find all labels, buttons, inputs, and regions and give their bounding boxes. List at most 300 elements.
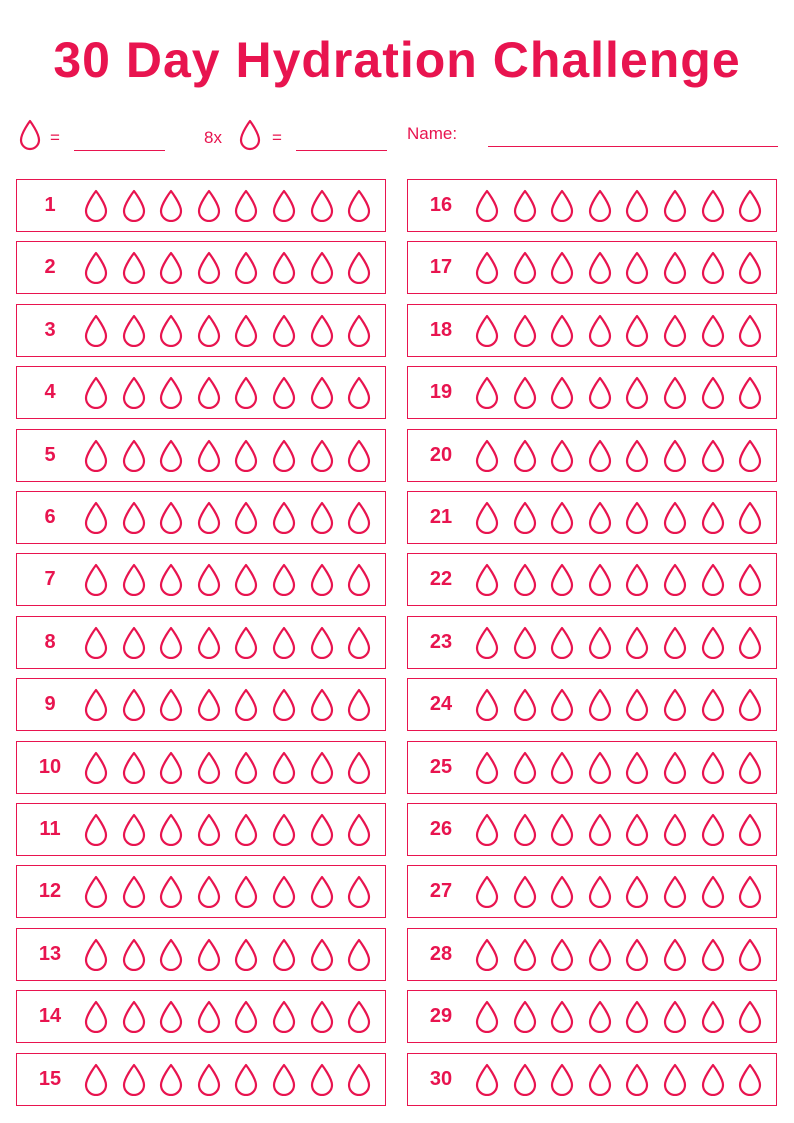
- water-drop-icon[interactable]: [121, 439, 147, 472]
- day-number: 14: [38, 1005, 62, 1028]
- water-drop-icon[interactable]: [624, 688, 650, 721]
- water-drop-icon[interactable]: [700, 938, 726, 971]
- day-row: [407, 179, 777, 232]
- water-drop-icon[interactable]: [233, 1000, 259, 1033]
- water-drop-icon[interactable]: [121, 189, 147, 222]
- water-drop-icon[interactable]: [83, 626, 109, 659]
- day-row: [16, 803, 386, 856]
- water-drop-icon[interactable]: [346, 751, 372, 784]
- water-drop-icon[interactable]: [662, 251, 688, 284]
- water-drop-icon[interactable]: [83, 563, 109, 596]
- water-drop-icon[interactable]: [233, 439, 259, 472]
- drop-tracker: [474, 626, 775, 659]
- water-drop-icon[interactable]: [346, 1063, 372, 1096]
- water-drop-icon[interactable]: [158, 875, 184, 908]
- water-drop-icon[interactable]: [474, 189, 500, 222]
- drop-tracker: [83, 563, 384, 596]
- water-drop-icon[interactable]: [83, 688, 109, 721]
- water-drop-icon[interactable]: [512, 1000, 538, 1033]
- water-drop-icon[interactable]: [587, 688, 613, 721]
- name-field[interactable]: [488, 146, 778, 147]
- water-drop-icon[interactable]: [271, 439, 297, 472]
- drop-tracker: [474, 1063, 775, 1096]
- water-drop-icon[interactable]: [158, 251, 184, 284]
- water-drop-icon[interactable]: [512, 751, 538, 784]
- water-drop-icon[interactable]: [158, 688, 184, 721]
- daily-total-field[interactable]: [296, 150, 387, 151]
- water-drop-icon[interactable]: [121, 1063, 147, 1096]
- water-drop-icon[interactable]: [474, 314, 500, 347]
- water-drop-icon[interactable]: [233, 314, 259, 347]
- water-drop-icon[interactable]: [271, 751, 297, 784]
- water-drop-icon[interactable]: [233, 813, 259, 846]
- water-drop-icon[interactable]: [474, 875, 500, 908]
- water-drop-icon[interactable]: [474, 439, 500, 472]
- water-drop-icon[interactable]: [587, 1000, 613, 1033]
- water-drop-icon[interactable]: [587, 626, 613, 659]
- water-drop-icon[interactable]: [624, 251, 650, 284]
- water-drop-icon[interactable]: [474, 1000, 500, 1033]
- water-drop-icon[interactable]: [83, 813, 109, 846]
- water-drop-icon[interactable]: [121, 813, 147, 846]
- water-drop-icon[interactable]: [121, 376, 147, 409]
- water-drop-icon[interactable]: [271, 626, 297, 659]
- water-drop-icon[interactable]: [346, 626, 372, 659]
- day-row: [16, 616, 386, 669]
- water-drop-icon[interactable]: [474, 563, 500, 596]
- water-drop-icon[interactable]: [121, 875, 147, 908]
- water-drop-icon[interactable]: [271, 875, 297, 908]
- day-number: 13: [38, 942, 62, 965]
- water-drop-icon[interactable]: [512, 563, 538, 596]
- water-drop-icon[interactable]: [158, 314, 184, 347]
- water-drop-icon[interactable]: [700, 314, 726, 347]
- water-drop-icon[interactable]: [474, 251, 500, 284]
- water-drop-icon[interactable]: [346, 875, 372, 908]
- day-number: 9: [44, 693, 56, 716]
- water-drop-icon[interactable]: [309, 626, 335, 659]
- water-drop-icon[interactable]: [737, 875, 763, 908]
- water-drop-icon[interactable]: [662, 1000, 688, 1033]
- water-drop-icon[interactable]: [83, 189, 109, 222]
- day-number: 27: [429, 880, 453, 903]
- water-drop-icon[interactable]: [737, 189, 763, 222]
- water-drop-icon[interactable]: [271, 938, 297, 971]
- water-drop-icon[interactable]: [233, 1063, 259, 1096]
- water-drop-icon[interactable]: [196, 938, 222, 971]
- water-drop-icon[interactable]: [624, 813, 650, 846]
- water-drop-icon[interactable]: [346, 376, 372, 409]
- water-drop-icon[interactable]: [196, 501, 222, 534]
- water-drop-icon[interactable]: [196, 189, 222, 222]
- day-row: [407, 678, 777, 731]
- water-drop-icon[interactable]: [549, 626, 575, 659]
- water-drop-icon[interactable]: [662, 875, 688, 908]
- water-drop-icon[interactable]: [121, 938, 147, 971]
- water-drop-icon[interactable]: [700, 251, 726, 284]
- water-drop-icon[interactable]: [624, 1063, 650, 1096]
- water-drop-icon[interactable]: [83, 1063, 109, 1096]
- drop-tracker: [474, 751, 775, 784]
- water-drop-icon[interactable]: [233, 938, 259, 971]
- water-drop-icon[interactable]: [158, 813, 184, 846]
- water-drop-icon[interactable]: [512, 251, 538, 284]
- water-drop-icon[interactable]: [346, 501, 372, 534]
- day-row: [16, 865, 386, 918]
- water-drop-icon[interactable]: [512, 626, 538, 659]
- water-drop-icon[interactable]: [512, 688, 538, 721]
- water-drop-icon[interactable]: [233, 501, 259, 534]
- water-drop-icon[interactable]: [309, 251, 335, 284]
- water-drop-icon[interactable]: [587, 376, 613, 409]
- water-drop-icon[interactable]: [587, 1063, 613, 1096]
- water-drop-icon[interactable]: [662, 563, 688, 596]
- water-drop-icon[interactable]: [624, 875, 650, 908]
- water-drop-icon[interactable]: [196, 251, 222, 284]
- water-drop-icon[interactable]: [700, 563, 726, 596]
- water-drop-icon[interactable]: [474, 813, 500, 846]
- water-drop-icon[interactable]: [83, 1000, 109, 1033]
- water-drop-icon[interactable]: [158, 376, 184, 409]
- water-drop-icon[interactable]: [737, 439, 763, 472]
- water-drop-icon[interactable]: [474, 688, 500, 721]
- water-drop-icon[interactable]: [512, 314, 538, 347]
- day-row: [16, 241, 386, 294]
- water-drop-icon[interactable]: [662, 1063, 688, 1096]
- water-drop-icon[interactable]: [233, 688, 259, 721]
- water-drop-icon[interactable]: [512, 439, 538, 472]
- water-drop-icon[interactable]: [309, 563, 335, 596]
- drop-tracker: [83, 1063, 384, 1096]
- water-drop-icon[interactable]: [737, 938, 763, 971]
- water-drop-icon[interactable]: [512, 376, 538, 409]
- water-drop-icon[interactable]: [549, 1000, 575, 1033]
- water-drop-icon[interactable]: [662, 189, 688, 222]
- water-drop-icon[interactable]: [549, 938, 575, 971]
- water-drop-icon[interactable]: [587, 439, 613, 472]
- water-drop-icon[interactable]: [196, 751, 222, 784]
- drop-tracker: [474, 813, 775, 846]
- water-drop-icon[interactable]: [309, 688, 335, 721]
- water-drop-icon[interactable]: [121, 751, 147, 784]
- water-drop-icon[interactable]: [158, 189, 184, 222]
- water-drop-icon[interactable]: [196, 314, 222, 347]
- drop-tracker: [83, 501, 384, 534]
- day-row: [16, 1053, 386, 1106]
- day-number: 10: [38, 755, 62, 778]
- day-number: 11: [39, 818, 61, 840]
- water-drop-icon[interactable]: [662, 751, 688, 784]
- water-drop-icon[interactable]: [158, 1063, 184, 1096]
- day-number: 19: [429, 381, 453, 404]
- water-drop-icon[interactable]: [309, 376, 335, 409]
- drop-tracker: [474, 938, 775, 971]
- drop-tracker: [83, 938, 384, 971]
- water-drop-icon[interactable]: [474, 376, 500, 409]
- water-drop-icon[interactable]: [271, 376, 297, 409]
- water-drop-icon[interactable]: [196, 1063, 222, 1096]
- water-drop-icon[interactable]: [158, 626, 184, 659]
- day-number: 17: [429, 256, 453, 279]
- drop-tracker: [83, 314, 384, 347]
- water-drop-icon[interactable]: [549, 439, 575, 472]
- water-drop-icon[interactable]: [549, 376, 575, 409]
- water-drop-icon[interactable]: [474, 751, 500, 784]
- water-drop-icon[interactable]: [474, 626, 500, 659]
- water-drop-icon[interactable]: [662, 314, 688, 347]
- day-number: 1: [44, 194, 56, 216]
- water-drop-icon[interactable]: [662, 626, 688, 659]
- water-drop-icon[interactable]: [737, 1063, 763, 1096]
- water-drop-icon[interactable]: [624, 751, 650, 784]
- water-drop-icon[interactable]: [662, 688, 688, 721]
- water-drop-icon[interactable]: [271, 501, 297, 534]
- water-drop-icon[interactable]: [346, 189, 372, 222]
- water-drop-icon[interactable]: [662, 501, 688, 534]
- day-number: 16: [429, 194, 453, 216]
- water-drop-icon[interactable]: [737, 314, 763, 347]
- water-drop-icon[interactable]: [271, 688, 297, 721]
- water-drop-icon[interactable]: [121, 314, 147, 347]
- water-drop-icon[interactable]: [587, 938, 613, 971]
- water-drop-icon[interactable]: [549, 1063, 575, 1096]
- day-number: 22: [429, 568, 453, 591]
- water-drop-icon[interactable]: [309, 314, 335, 347]
- water-drop-icon[interactable]: [121, 501, 147, 534]
- water-drop-icon[interactable]: [700, 1000, 726, 1033]
- water-drop-icon[interactable]: [196, 626, 222, 659]
- water-drop-icon[interactable]: [700, 688, 726, 721]
- drop-tracker: [474, 563, 775, 596]
- water-drop-icon[interactable]: [158, 439, 184, 472]
- water-drop-icon[interactable]: [662, 439, 688, 472]
- water-drop-icon[interactable]: [346, 563, 372, 596]
- water-drop-icon[interactable]: [309, 813, 335, 846]
- water-drop-icon[interactable]: [309, 501, 335, 534]
- water-drop-icon[interactable]: [512, 875, 538, 908]
- drop-tracker: [474, 251, 775, 284]
- water-drop-icon[interactable]: [271, 813, 297, 846]
- water-drop-icon[interactable]: [474, 938, 500, 971]
- water-drop-icon[interactable]: [346, 251, 372, 284]
- water-drop-icon[interactable]: [474, 501, 500, 534]
- water-drop-icon[interactable]: [158, 938, 184, 971]
- water-drop-icon[interactable]: [549, 688, 575, 721]
- day-number: 3: [44, 318, 56, 341]
- water-drop-icon[interactable]: [121, 688, 147, 721]
- day-number: 5: [44, 443, 56, 466]
- water-drop-icon[interactable]: [309, 439, 335, 472]
- water-drop-icon[interactable]: [737, 626, 763, 659]
- water-drop-icon[interactable]: [83, 938, 109, 971]
- water-drop-icon[interactable]: [587, 314, 613, 347]
- day-number: 6: [44, 506, 56, 528]
- water-drop-icon[interactable]: [737, 376, 763, 409]
- water-drop-icon[interactable]: [549, 875, 575, 908]
- water-drop-icon[interactable]: [737, 501, 763, 534]
- water-drop-icon[interactable]: [121, 1000, 147, 1033]
- water-drop-icon[interactable]: [196, 875, 222, 908]
- water-drop-icon[interactable]: [549, 813, 575, 846]
- water-drop-icon[interactable]: [346, 688, 372, 721]
- water-drop-icon[interactable]: [346, 813, 372, 846]
- water-drop-icon[interactable]: [271, 1063, 297, 1096]
- water-drop-icon[interactable]: [624, 1000, 650, 1033]
- water-drop-icon[interactable]: [662, 938, 688, 971]
- water-drop-icon[interactable]: [346, 439, 372, 472]
- water-drop-icon[interactable]: [700, 376, 726, 409]
- water-drop-icon[interactable]: [309, 938, 335, 971]
- water-drop-icon[interactable]: [700, 189, 726, 222]
- water-drop-icon[interactable]: [737, 688, 763, 721]
- water-drop-icon[interactable]: [346, 314, 372, 347]
- water-drop-icon[interactable]: [662, 813, 688, 846]
- water-drop-icon[interactable]: [549, 251, 575, 284]
- water-drop-icon[interactable]: [271, 1000, 297, 1033]
- day-row: [407, 366, 777, 419]
- water-drop-icon[interactable]: [271, 251, 297, 284]
- water-drop-icon[interactable]: [587, 189, 613, 222]
- water-drop-icon[interactable]: [624, 376, 650, 409]
- legend-equals: =: [50, 128, 60, 147]
- day-number: 24: [429, 693, 453, 716]
- water-drop-icon[interactable]: [158, 563, 184, 596]
- water-drop-icon[interactable]: [233, 751, 259, 784]
- water-drop-icon[interactable]: [737, 1000, 763, 1033]
- water-drop-icon[interactable]: [196, 439, 222, 472]
- water-drop-icon[interactable]: [737, 751, 763, 784]
- water-drop-icon[interactable]: [700, 501, 726, 534]
- water-drop-icon[interactable]: [624, 938, 650, 971]
- water-drop-icon[interactable]: [512, 1063, 538, 1096]
- water-drop-icon[interactable]: [309, 189, 335, 222]
- water-drop-icon[interactable]: [662, 376, 688, 409]
- water-drop-icon[interactable]: [549, 189, 575, 222]
- water-drop-icon: [238, 119, 262, 156]
- water-drop-icon[interactable]: [121, 563, 147, 596]
- day-number: 29: [429, 1005, 453, 1028]
- water-drop-icon[interactable]: [83, 751, 109, 784]
- day-row: [16, 491, 386, 544]
- water-drop-icon[interactable]: [121, 251, 147, 284]
- water-drop-icon[interactable]: [233, 626, 259, 659]
- water-drop-icon[interactable]: [196, 1000, 222, 1033]
- water-drop-icon[interactable]: [587, 501, 613, 534]
- water-drop-icon[interactable]: [587, 751, 613, 784]
- drop-tracker: [83, 189, 384, 222]
- water-drop-icon[interactable]: [158, 1000, 184, 1033]
- water-drop-icon[interactable]: [624, 563, 650, 596]
- water-drop-icon[interactable]: [624, 501, 650, 534]
- drop-tracker: [474, 439, 775, 472]
- day-row: [16, 429, 386, 482]
- water-drop-icon[interactable]: [512, 189, 538, 222]
- day-number: 28: [429, 942, 453, 965]
- water-drop-icon[interactable]: [233, 563, 259, 596]
- water-drop-icon[interactable]: [83, 376, 109, 409]
- drop-tracker: [83, 1000, 384, 1033]
- water-drop-icon[interactable]: [158, 751, 184, 784]
- water-drop-icon[interactable]: [624, 439, 650, 472]
- water-drop-icon[interactable]: [624, 314, 650, 347]
- water-drop-icon[interactable]: [700, 439, 726, 472]
- day-row: [16, 741, 386, 794]
- water-drop-icon[interactable]: [346, 938, 372, 971]
- day-row: [407, 553, 777, 606]
- water-drop-icon[interactable]: [737, 563, 763, 596]
- day-number: 8: [44, 630, 56, 653]
- water-drop-icon[interactable]: [83, 251, 109, 284]
- day-row: [16, 179, 386, 232]
- drop-tracker: [474, 376, 775, 409]
- day-number: 23: [429, 630, 453, 653]
- water-drop-icon[interactable]: [196, 813, 222, 846]
- water-drop-icon[interactable]: [271, 189, 297, 222]
- water-drop-icon[interactable]: [309, 1063, 335, 1096]
- water-drop-icon[interactable]: [549, 563, 575, 596]
- water-drop-icon[interactable]: [83, 439, 109, 472]
- water-drop-icon[interactable]: [233, 251, 259, 284]
- water-drop-icon[interactable]: [158, 501, 184, 534]
- water-drop-icon[interactable]: [309, 751, 335, 784]
- water-drop-icon[interactable]: [83, 501, 109, 534]
- water-drop-icon[interactable]: [700, 751, 726, 784]
- water-drop-icon[interactable]: [83, 875, 109, 908]
- water-drop-icon[interactable]: [700, 813, 726, 846]
- water-drop-icon[interactable]: [233, 189, 259, 222]
- water-drop-icon[interactable]: [121, 626, 147, 659]
- water-drop-icon[interactable]: [737, 813, 763, 846]
- drop-volume-field[interactable]: [74, 150, 165, 151]
- water-drop-icon[interactable]: [233, 875, 259, 908]
- water-drop-icon[interactable]: [309, 1000, 335, 1033]
- water-drop-icon[interactable]: [700, 1063, 726, 1096]
- water-drop-icon[interactable]: [512, 813, 538, 846]
- water-drop-icon[interactable]: [271, 563, 297, 596]
- name-label: Name:: [407, 124, 458, 143]
- water-drop-icon[interactable]: [512, 938, 538, 971]
- day-row: [407, 803, 777, 856]
- water-drop-icon[interactable]: [512, 501, 538, 534]
- water-drop-icon[interactable]: [549, 751, 575, 784]
- water-drop-icon[interactable]: [83, 314, 109, 347]
- water-drop-icon[interactable]: [309, 875, 335, 908]
- day-row: [16, 990, 386, 1043]
- water-drop-icon[interactable]: [624, 626, 650, 659]
- water-drop-icon[interactable]: [346, 1000, 372, 1033]
- water-drop-icon[interactable]: [700, 626, 726, 659]
- water-drop-icon[interactable]: [737, 251, 763, 284]
- water-drop-icon[interactable]: [549, 314, 575, 347]
- water-drop-icon[interactable]: [587, 813, 613, 846]
- drop-tracker: [474, 688, 775, 721]
- water-drop-icon[interactable]: [196, 688, 222, 721]
- water-drop-icon[interactable]: [624, 189, 650, 222]
- water-drop-icon[interactable]: [233, 376, 259, 409]
- water-drop-icon[interactable]: [271, 314, 297, 347]
- water-drop-icon[interactable]: [587, 563, 613, 596]
- water-drop-icon[interactable]: [474, 1063, 500, 1096]
- water-drop-icon[interactable]: [196, 376, 222, 409]
- drop-tracker: [83, 751, 384, 784]
- day-number: 2: [44, 256, 56, 279]
- drop-tracker: [474, 314, 775, 347]
- water-drop-icon[interactable]: [587, 251, 613, 284]
- water-drop-icon[interactable]: [549, 501, 575, 534]
- water-drop-icon[interactable]: [700, 875, 726, 908]
- water-drop-icon[interactable]: [196, 563, 222, 596]
- water-drop-icon[interactable]: [587, 875, 613, 908]
